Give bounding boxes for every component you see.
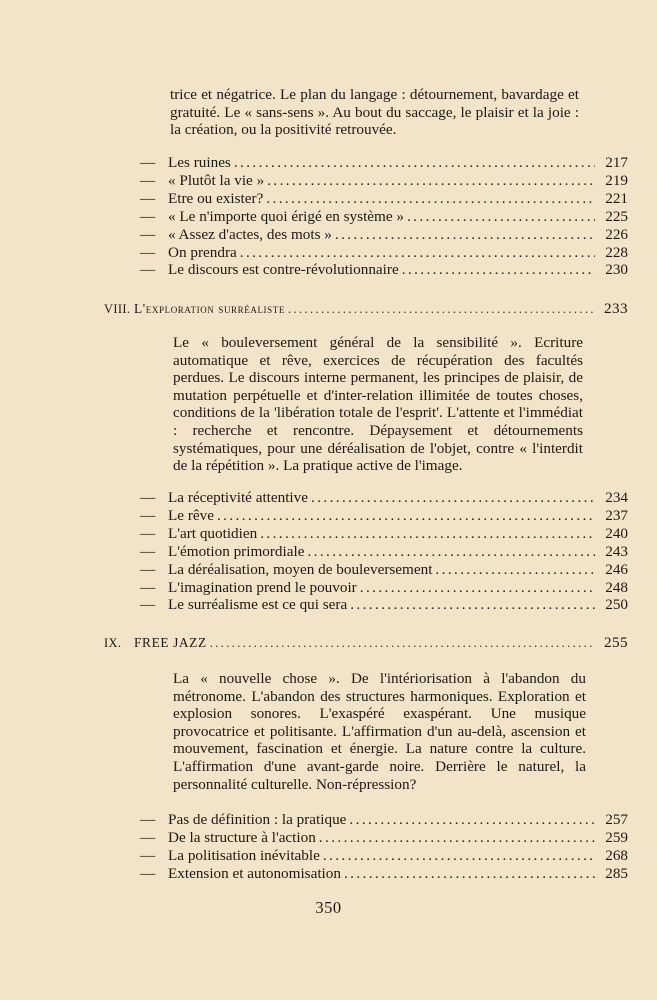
toc-entry-label: Le surréalisme est ce qui sera (168, 596, 348, 614)
toc-entry-label: Etre ou exister? (168, 189, 264, 207)
toc-entry-label: La déréalisation, moyen de bouleversement (168, 560, 433, 578)
toc-entry-page: 221 (605, 189, 628, 207)
toc-entry-label: De la structure à l'action (168, 828, 316, 846)
toc-entry-page: 230 (605, 261, 628, 279)
toc-entry: — L'émotion primordiale ..... 243 (140, 543, 628, 561)
toc-entry: — Les ruines ..... 217 (140, 154, 628, 172)
toc-entry-page: 257 (605, 811, 628, 828)
chapter-8-summary: Le « bouleversement général de la sensibilité ». Ecriture automatique et rêve, exercices de récupération des facultés perdues. Le discours interne permanent, les principes de plaisir, de mutation perpétuelle et d'inter-relation illimitée de toutes choses, conditions de la 'libération totale de l'esprit'. L'attente et l'immédiat : recherche et rencontre. Dépaysement et détournements systématiques, pour une déréalisation de l'objet, contre « l'interdit de la répétition ». La pratique active de l'image. (173, 334, 583, 475)
chapter-page: 233 (604, 300, 628, 317)
toc-entry-label: La réceptivité attentive (168, 489, 308, 506)
chapter-9-list (140, 811, 628, 883)
toc-entry: — L'imagination prend le pouvoir ..... 248 (140, 579, 628, 597)
toc-entry: — « Assez d'actes, des mots » ..... 226 (140, 226, 628, 244)
toc-entry: — Le discours est contre-révolutionnaire ..... 230 (140, 261, 628, 279)
chapter-number: IX. (104, 636, 122, 650)
toc-entry: — « Plutôt la vie » ..... 219 (140, 172, 628, 190)
toc-entry-label: Pas de définition : la pratique (168, 811, 347, 828)
toc-entry-label: L'art quotidien (168, 524, 258, 542)
toc-entry-page: 285 (605, 864, 628, 882)
toc-entry: — La déréalisation, moyen de bouleversement ..... 246 (140, 561, 628, 579)
toc-entry-page: 259 (605, 828, 628, 846)
toc-entry-page: 243 (605, 542, 628, 560)
toc-entry-page: 217 (605, 154, 628, 171)
toc-entry: — On prendra ..... 228 (140, 244, 628, 262)
toc-entry: — La politisation inévitable ..... 268 (140, 847, 628, 865)
toc-entry-label: « Plutôt la vie » (168, 171, 265, 189)
intro-paragraph: trice et négatrice. Le plan du langage : détournement, bavardage et gratuité. Le « sans-sens ». Au bout du saccage, le plaisir et la joie : la création, ou la positivité retrouvée. (170, 86, 579, 139)
toc-entry-page: 250 (605, 596, 628, 614)
toc-entry: — Extension et autonomisation ..... 285 (140, 865, 628, 883)
chapter-heading-9 (104, 634, 628, 652)
toc-entry-page: 225 (605, 207, 628, 225)
toc-entry-page: 228 (605, 243, 628, 261)
chapter-title: FREE JAZZ (134, 635, 207, 650)
toc-entry: — L'art quotidien ..... 240 (140, 525, 628, 543)
chapter-number: VIII. (104, 302, 131, 316)
toc-entry-page: 226 (605, 225, 628, 243)
chapter-title: L'exploration surréaliste (134, 301, 285, 316)
chapter-page: 255 (604, 634, 628, 651)
toc-entry-page: 248 (605, 578, 628, 596)
toc-entry: — Pas de définition : la pratique ..... 257 (140, 811, 628, 829)
toc-entry-page: 240 (605, 524, 628, 542)
chapter-9-summary: La « nouvelle chose ». De l'intériorisation à l'abandon du métronome. L'abandon des structures harmoniques. Exploration et explosion sonores. L'exaspéré exaspérant. Une musique provocatrice et politisante. L'affirmation d'un au-delà, ascension et mouvement, fascination et énergie. La nature contre la culture. L'affirmation d'une avant-garde noire. Derrière le naturel, la personnalité culturelle. Non-répression? (173, 670, 586, 793)
toc-entry-page: 234 (605, 489, 628, 506)
toc-entry-label: Les ruines (168, 154, 231, 171)
chapter-heading-8 (104, 300, 628, 318)
toc-entry-page: 246 (605, 560, 628, 578)
toc-entry: — Le rêve ..... 237 (140, 507, 628, 525)
toc-entry-label: L'émotion primordiale (168, 542, 305, 560)
toc-entry-label: On prendra (168, 243, 237, 261)
toc-entry-label: Le rêve (168, 506, 214, 524)
toc-entry-label: L'imagination prend le pouvoir (168, 578, 357, 596)
toc-entry-page: 237 (605, 506, 628, 524)
toc-entry-label: Le discours est contre-révolutionnaire (168, 261, 399, 279)
toc-entry-label: Extension et autonomisation (168, 864, 341, 882)
toc-entry-label: « Le n'importe quoi érigé en système » (168, 207, 404, 225)
toc-entry: — De la structure à l'action ..... 259 (140, 829, 628, 847)
toc-entry-page: 268 (605, 846, 628, 864)
toc-entry-label: « Assez d'actes, des mots » (168, 225, 332, 243)
toc-entry: — Le surréalisme est ce qui sera ..... 250 (140, 596, 628, 614)
toc-entry-label: La politisation inévitable (168, 846, 320, 864)
toc-entry: — Etre ou exister? ..... 221 (140, 190, 628, 208)
section-a-list (140, 154, 628, 279)
page-number: 350 (315, 898, 342, 917)
toc-entry: — La réceptivité attentive ..... 234 (140, 489, 628, 507)
toc-entry-page: 219 (605, 171, 628, 189)
chapter-8-list (140, 489, 628, 614)
toc-entry: — « Le n'importe quoi érigé en système » ..... 225 (140, 208, 628, 226)
